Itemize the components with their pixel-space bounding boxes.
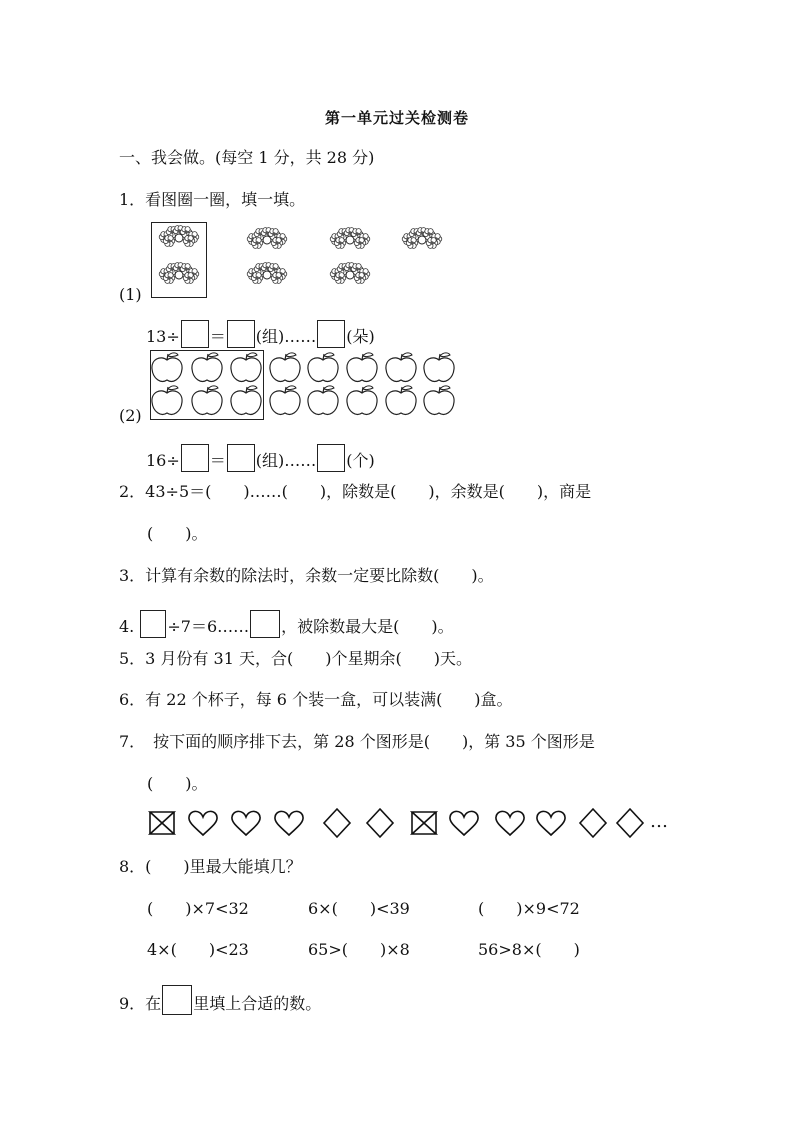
part-1-dividend: 13÷ (146, 327, 180, 346)
part-2-label: (2) (119, 406, 142, 425)
diamond-icon (617, 809, 643, 837)
groups-text: (组)…… (255, 327, 317, 346)
heart-icon (537, 811, 565, 835)
diamond-icon (580, 809, 606, 837)
question-9-pre: 9．在 (119, 994, 162, 1013)
question-5: 5．3 月份有 31 天，合( )个星期余( )天。 (119, 649, 472, 668)
question-8-prompt: 8．( )里最大能填几？ (119, 857, 302, 876)
question-7-line-2: ( )。 (147, 774, 208, 793)
unit-text: (个) (346, 451, 375, 470)
question-7-line-1: 7． 按下面的顺序排下去，第 28 个图形是( )，第 35 个图形是 (119, 732, 595, 751)
page-title: 第一单元过关检测卷 (324, 109, 469, 127)
question-4-middle: ÷7＝6…… (167, 617, 250, 636)
hourglass-icon (150, 812, 174, 834)
question-4-tail: ，被除数最大是( )。 (281, 617, 454, 636)
sequence-ellipsis: … (650, 811, 668, 832)
heart-icon (232, 811, 260, 835)
question-4-number: 4. (119, 617, 135, 636)
part-2-dividend: 16÷ (146, 451, 180, 470)
equals-sign: ＝ (209, 451, 226, 470)
q8-r2-c1: 4×( )<23 (147, 940, 249, 959)
heart-icon (450, 811, 478, 835)
part-1-label: (1) (119, 285, 142, 304)
q8-r1-c2: 6×( )<39 (308, 899, 410, 918)
heart-icon (275, 811, 303, 835)
q8-r1-c3: ( )×9<72 (478, 899, 580, 918)
question-9-post: 里填上合适的数。 (193, 994, 322, 1013)
diamond-icon (367, 809, 393, 837)
hourglass-icon (412, 812, 436, 834)
unit-text: (朵) (346, 327, 375, 346)
heart-icon (496, 811, 524, 835)
question-6: 6．有 22 个杯子，每 6 个装一盒，可以装满( )盒。 (119, 690, 513, 709)
q8-r2-c2: 65>( )×8 (308, 940, 410, 959)
diamond-icon (324, 809, 350, 837)
heart-icon (189, 811, 217, 835)
q8-r1-c1: ( )×7<32 (147, 899, 249, 918)
question-3: 3．计算有余数的除法时，余数一定要比除数( )。 (119, 566, 494, 585)
question-2-line-1: 2．43÷5＝( )……( )，除数是( )，余数是( )，商是 (119, 482, 592, 501)
answer-box[interactable] (162, 985, 192, 1015)
q8-r2-c3: 56>8×( ) (478, 940, 580, 959)
question-2-line-2: ( )。 (147, 524, 208, 543)
question-9 (119, 985, 321, 1015)
question-1-prompt: 1．看图圈一圈，填一填。 (119, 190, 306, 209)
section-heading: 一、我会做。(每空 1 分，共 28 分) (119, 148, 375, 167)
groups-text: (组)…… (255, 451, 317, 470)
equals-sign: ＝ (209, 327, 226, 346)
